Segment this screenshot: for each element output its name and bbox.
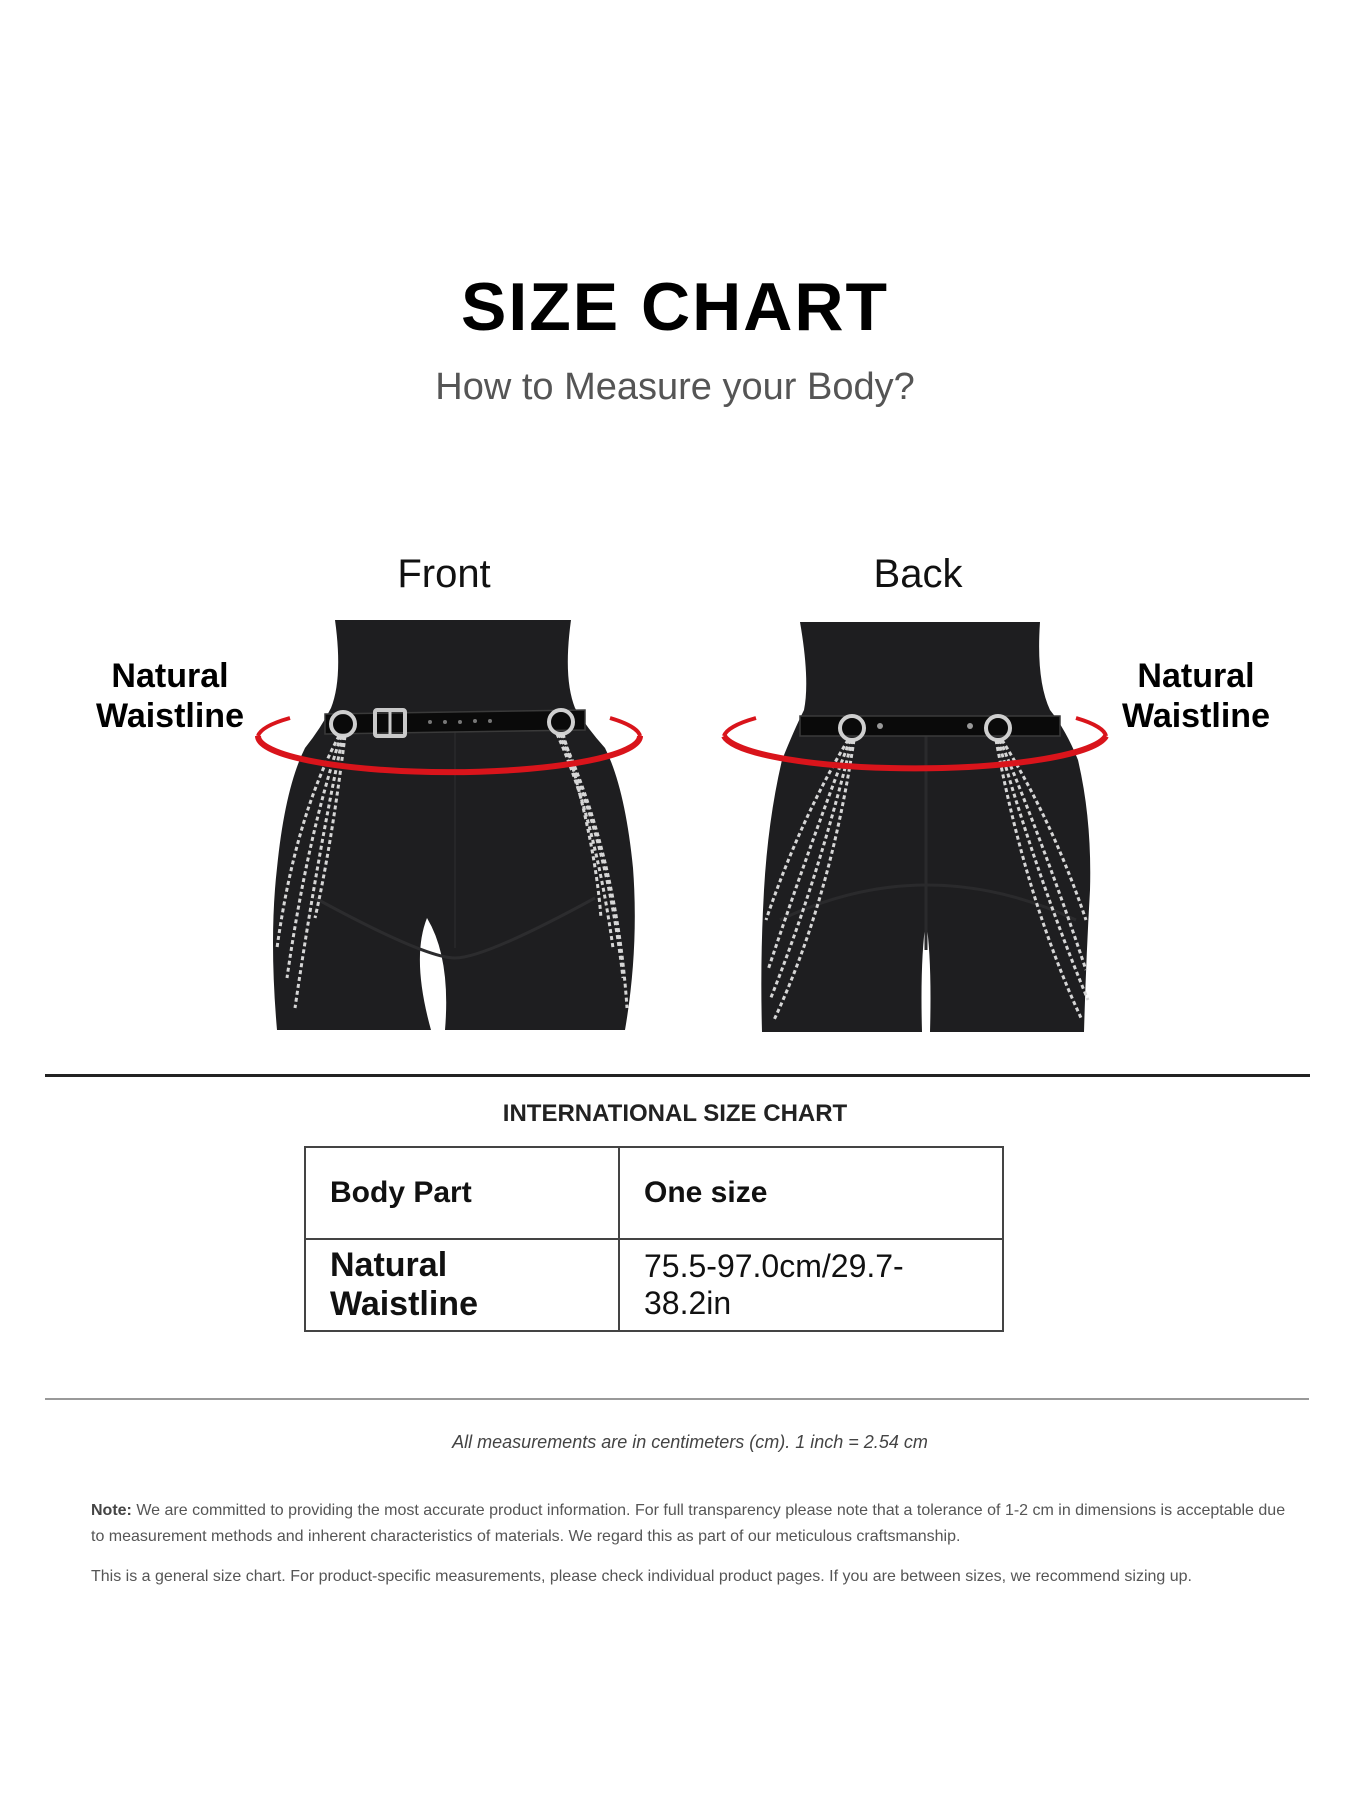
right-waistline-label-line2: Waistline (1122, 697, 1270, 735)
size-table-heading: INTERNATIONAL SIZE CHART (502, 1100, 848, 1127)
column-header-body-part: Body Part (305, 1147, 619, 1239)
units-note: All measurements are in centimeters (cm). 1 inch = 2.54 cm (452, 1432, 928, 1452)
page-subtitle: How to Measure your Body? (435, 366, 915, 408)
back-waist-measure-back-right (1076, 718, 1106, 736)
column-header-one-size: One size (619, 1147, 1003, 1239)
size-table-header-row (305, 1147, 1003, 1239)
front-waist-measure-line (258, 736, 640, 772)
front-waist-measure-back-left (258, 718, 290, 736)
front-waist-measure-back-right (610, 718, 640, 736)
page-title: SIZE CHART (461, 269, 889, 345)
back-waist-measure-back-left (724, 718, 756, 736)
right-waistline-label-line1: Natural (1137, 657, 1255, 695)
section-divider (45, 1074, 1310, 1077)
footer-divider (45, 1398, 1309, 1400)
back-waist-measure-line (724, 736, 1106, 768)
front-view-label: Front (397, 552, 491, 596)
size-table (304, 1146, 1004, 1332)
back-view-label: Back (873, 552, 963, 596)
general-note: This is a general size chart. For product-specific measurements, please check individual product pages. If you are between sizes, we recommend sizing up. (91, 1568, 1192, 1585)
tolerance-note (91, 1498, 1291, 1550)
left-waistline-label-line1: Natural (111, 657, 229, 695)
left-waistline-label-line2: Waistline (96, 697, 244, 735)
note-label: Note: (91, 1502, 132, 1519)
body-part-cell: Natural Waistline (305, 1239, 619, 1331)
note-text: We are committed to providing the most accurate product information. For full transparency please note that a tolerance of 1-2 cm in dimensions is acceptable due to measurement methods and inherent characteristics of materials. We regard this as part of our meticulous craftsmanship. (91, 1502, 1286, 1545)
size-value-cell: 75.5-97.0cm/29.7-38.2in (619, 1239, 1003, 1331)
table-row (305, 1239, 1003, 1331)
